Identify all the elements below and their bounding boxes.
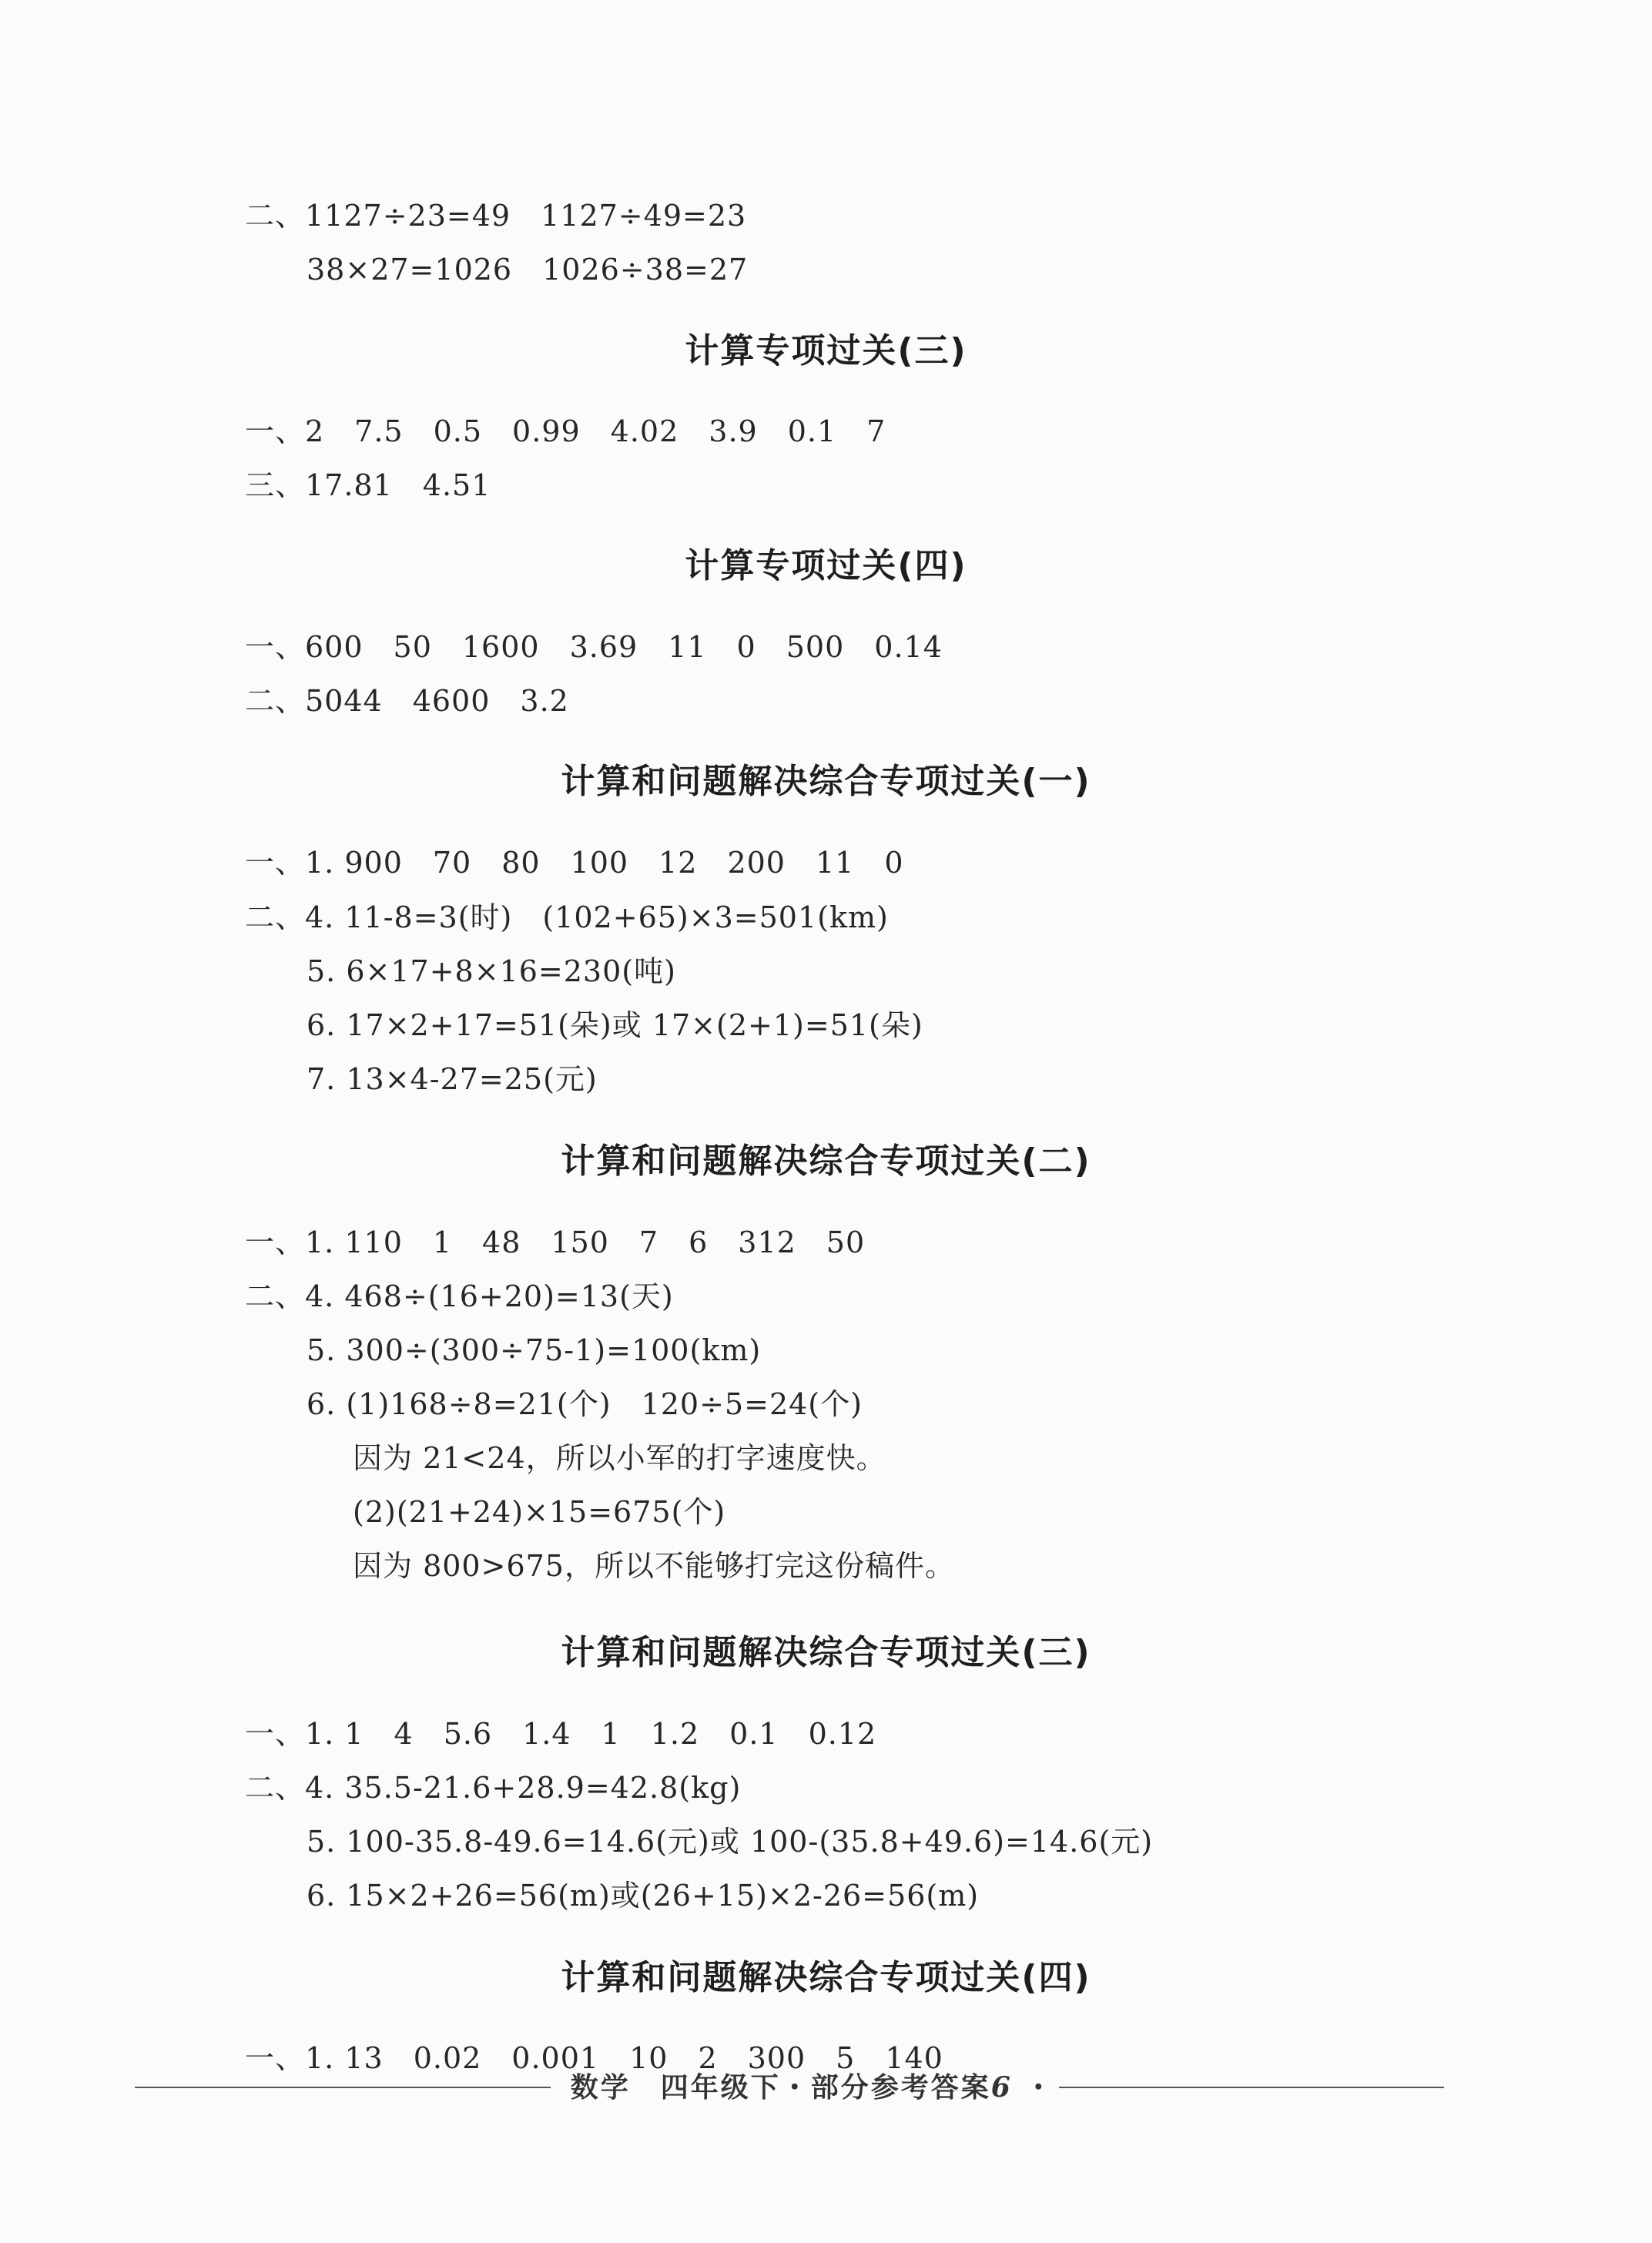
answer-line: 5. 6×17+8×16=230(吨) <box>307 954 676 988</box>
footer-rule-right <box>1059 2087 1444 2088</box>
answer-line: 二、1127÷23=49 1127÷49=23 <box>245 199 747 233</box>
footer-text: 数学 四年级下・部分参考答案 <box>570 2071 991 2104</box>
section-title: 计算专项过关(三) <box>685 331 967 370</box>
answer-line: 二、4. 35.5-21.6+28.9=42.8(kg) <box>245 1771 742 1805</box>
answer-line: 38×27=1026 1026÷38=27 <box>307 253 749 287</box>
footer-suffix: ・ <box>1012 2071 1055 2104</box>
answer-line: 一、1. 900 70 80 100 12 200 11 0 <box>245 846 904 880</box>
answer-line: 三、17.81 4.51 <box>245 468 491 502</box>
answer-line: 二、5044 4600 3.2 <box>245 684 569 718</box>
answer-line: 一、1. 13 0.02 0.001 10 2 300 5 140 <box>245 2041 943 2075</box>
answer-line: 因为 800>675，所以不能够打完这份稿件。 <box>353 1549 955 1583</box>
answer-line: 因为 21<24，所以小军的打字速度快。 <box>353 1441 886 1475</box>
section-title: 计算专项过关(四) <box>685 546 967 585</box>
section-title: 计算和问题解决综合专项过关(二) <box>561 1142 1091 1181</box>
answer-line: (2)(21+24)×15=675(个) <box>353 1495 726 1529</box>
answer-line: 一、1. 110 1 48 150 7 6 312 50 <box>245 1225 866 1259</box>
answer-line: 二、4. 11-8=3(时) (102+65)×3=501(km) <box>245 900 889 934</box>
page-number: 6 <box>990 2071 1013 2104</box>
answer-line: 7. 13×4-27=25(元) <box>307 1062 598 1096</box>
answer-line: 6. 17×2+17=51(朵)或 17×(2+1)=51(朵) <box>307 1008 923 1042</box>
footer-rule-left <box>135 2087 551 2088</box>
section-title: 计算和问题解决综合专项过关(四) <box>561 1958 1091 1997</box>
section-title: 计算和问题解决综合专项过关(一) <box>561 762 1091 801</box>
answer-line: 5. 300÷(300÷75-1)=100(km) <box>307 1333 762 1367</box>
answer-line: 一、1. 1 4 5.6 1.4 1 1.2 0.1 0.12 <box>245 1717 877 1751</box>
answer-line: 6. 15×2+26=56(m)或(26+15)×2-26=56(m) <box>307 1879 980 1913</box>
section-title: 计算和问题解决综合专项过关(三) <box>561 1633 1091 1672</box>
answer-line: 5. 100-35.8-49.6=14.6(元)或 100-(35.8+49.6)=14.6(元) <box>307 1825 1154 1859</box>
answer-line: 一、2 7.5 0.5 0.99 4.02 3.9 0.1 7 <box>245 414 886 448</box>
answer-line: 一、600 50 1600 3.69 11 0 500 0.14 <box>245 630 943 664</box>
answer-line: 二、4. 468÷(16+20)=13(天) <box>245 1279 674 1313</box>
answer-line: 6. (1)168÷8=21(个) 120÷5=24(个) <box>307 1387 863 1421</box>
